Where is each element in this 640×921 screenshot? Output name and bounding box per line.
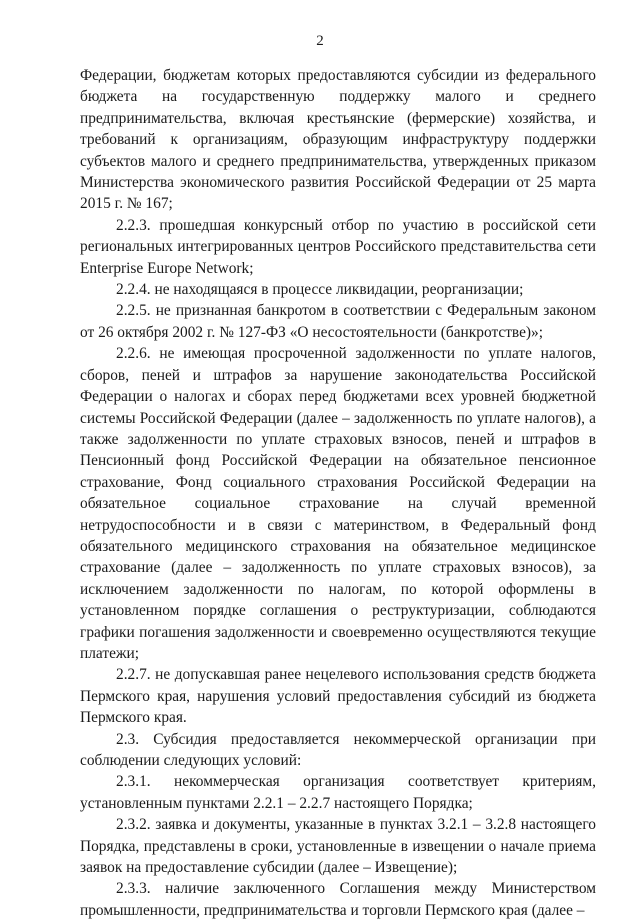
paragraph-2-3: 2.3. Субсидия предоставляется некоммерческой организации при соблюдении следующих условий: (80, 730, 596, 769)
paragraph-2-2-3: 2.2.3. прошедшая конкурсный отбор по участию в российской сети региональных интегрированных центров Российского представительства сети Enterprise Europe Network; (80, 216, 596, 277)
paragraph-2-2-7: 2.2.7. не допускавшая ранее нецелевого использования средств бюджета Пермского края, нарушения условий предоставления субсидий из бюджета Пермского края. (80, 666, 596, 727)
paragraph-continuation: Федерации, бюджетам которых предоставляются субсидии из федерального бюджета на государственную поддержку малого и среднего предпринимательства, включая крестьянские (фермерские) хозяйства, и требований к организациям, образующим инфраструктуру поддержки субъектов малого и среднего предпринимательства, утвержденных приказом Министерства экономического развития Российской Федерации от 25 марта 2015 г. № 167; (80, 67, 596, 213)
paragraph-2-3-2: 2.3.2. заявка и документы, указанные в пунктах 3.2.1 – 3.2.8 настоящего Порядка, представлены в сроки, установленные в извещении о начале приема заявок на предоставление субсидии (далее – Извещение); (80, 816, 596, 877)
paragraph-2-2-6: 2.2.6. не имеющая просроченной задолженности по уплате налогов, сборов, пеней и штрафов за нарушение законодательства Российской Федерации о налогах и сборах перед бюджетами всех уровней бюджетной системы Российской Федерации (далее – задолженность по уплате налогов), а также задолженности по уплате страховых взносов, пеней и штрафов в Пенсионный фонд Российской Федерации на обязательное пенсионное страхование, Фонд социального страхования Российской Федерации на обязательное социальное страхование на случай временной нетрудоспособности и в связи с материнством, в Федеральный фонд обязательного медицинского страхования на обязательное медицинское страхование (далее – задолженность по уплате страховых взносов), за исключением задолженности по налогам, по которой оформлены в установленном порядке соглашения о реструктуризации, соблюдаются графики погашения задолженности и своевременно осуществляются текущие платежи; (80, 345, 596, 662)
paragraph-2-2-4: 2.2.4. не находящаяся в процессе ликвидации, реорганизации; (116, 281, 524, 299)
paragraph-2-2-5: 2.2.5. не признанная банкротом в соответствии с Федеральным законом от 26 октября 2002 г. № 127-ФЗ «О несостоятельности (банкротстве)»; (80, 302, 596, 341)
paragraph-2-3-1: 2.3.1. некоммерческая организация соответствует критериям, установленным пунктами 2.2.1 – 2.2.7 настоящего Порядка; (80, 773, 596, 812)
paragraph-2-3-3: 2.3.3. наличие заключенного Соглашения между Министерством промышленности, предпринимательства и торговли Пермского края (далее – (80, 880, 596, 919)
document-body (80, 65, 596, 921)
page-number: 2 (316, 33, 324, 49)
